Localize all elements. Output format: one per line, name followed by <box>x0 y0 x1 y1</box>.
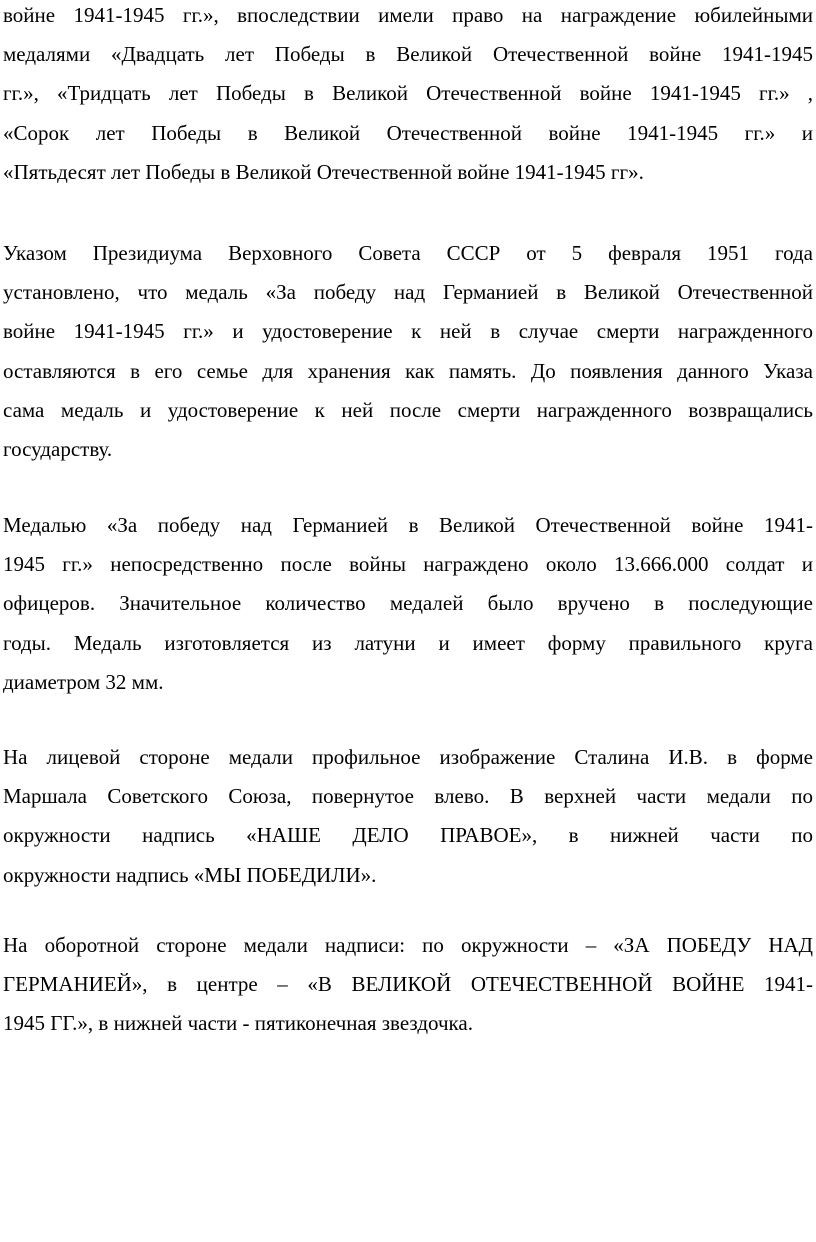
text-line: Указом Президиума Верховного Совета СССР от 5 февраля 1951 года <box>3 241 813 265</box>
paragraph-jubilee-medals <box>3 0 813 192</box>
text-line: Маршала Советского Союза, повернутое влево. В верхней части медали по <box>3 784 813 809</box>
text-line: диаметром 32 мм. <box>3 669 164 694</box>
text-line: окружности надпись «НАШЕ ДЕЛО ПРАВОЕ», в нижней части по <box>3 823 813 848</box>
text-line: офицеров. Значительное количество медалей было вручено в последующие <box>3 591 813 616</box>
text-line: войне 1941-1945 гг.», впоследствии имели право на награждение юбилейными <box>3 3 813 27</box>
paragraph-reverse-description <box>3 926 813 1044</box>
text-line: оставляются в его семье для хранения как память. До появления данного Указа <box>3 358 813 383</box>
text-line: государству. <box>3 437 113 462</box>
text-line: медалями «Двадцать лет Победы в Великой Отечественной войне 1941-1945 <box>3 42 813 67</box>
text-line: «Сорок лет Победы в Великой Отечественной войне 1941-1945 гг.» и <box>3 120 813 145</box>
paragraph-medal-count <box>3 506 813 702</box>
text-line: «Пятьдесят лет Победы в Великой Отечественной войне 1941-1945 гг». <box>3 159 644 184</box>
text-line: На оборотной стороне медали надписи: по окружности – «ЗА ПОБЕДУ НАД <box>3 933 813 957</box>
text-line: сама медаль и удостоверение к ней после смерти награжденного возвращались <box>3 397 813 422</box>
text-line: 1945 гг.» непосредственно после войны награждено около 13.666.000 солдат и <box>3 552 813 577</box>
paragraph-decree-1951 <box>3 234 813 469</box>
text-line: ГЕРМАНИЕЙ», в центре – «В ВЕЛИКОЙ ОТЕЧЕСТВЕННОЙ ВОЙНЕ 1941- <box>3 972 813 997</box>
text-line: На лицевой стороне медали профильное изображение Сталина И.В. в форме <box>3 745 813 769</box>
text-line: 1945 ГГ.», в нижней части - пятиконечная звездочка. <box>3 1011 473 1036</box>
text-line: гг.», «Тридцать лет Победы в Великой Отечественной войне 1941-1945 гг.» , <box>3 81 813 106</box>
text-line: годы. Медаль изготовляется из латуни и имеет форму правильного круга <box>3 630 813 655</box>
text-line: войне 1941-1945 гг.» и удостоверение к ней в случае смерти награжденного <box>3 319 813 344</box>
paragraph-obverse-description <box>3 738 813 895</box>
text-line: Медалью «За победу над Германией в Великой Отечественной войне 1941- <box>3 513 813 537</box>
text-line: окружности надпись «МЫ ПОБЕДИЛИ». <box>3 862 377 887</box>
text-line: установлено, что медаль «За победу над Германией в Великой Отечественной <box>3 280 813 305</box>
